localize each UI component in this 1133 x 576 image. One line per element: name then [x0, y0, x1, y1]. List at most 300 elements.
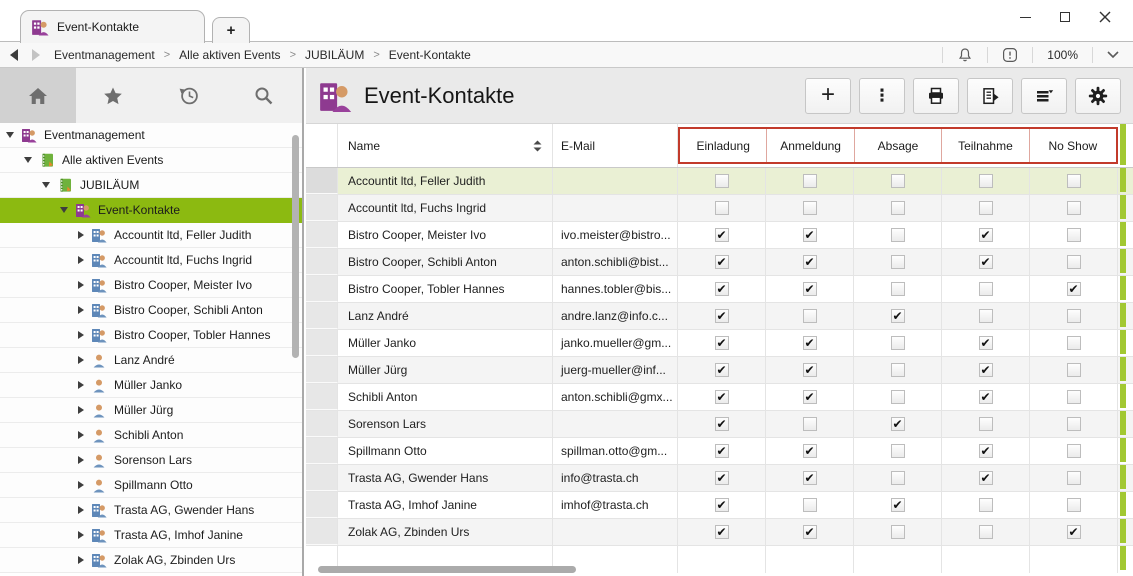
checkbox-einladung[interactable] — [715, 498, 729, 512]
noshow-cell — [1030, 465, 1118, 491]
more-actions-button[interactable] — [859, 78, 905, 114]
sidebar-scrollbar-thumb[interactable] — [292, 135, 299, 358]
checkbox-einladung[interactable] — [715, 309, 729, 323]
checkbox-teilnahme[interactable] — [979, 498, 993, 512]
expand-arrow-icon[interactable] — [78, 556, 84, 564]
tree-item[interactable] — [0, 398, 302, 423]
bell-icon — [957, 47, 973, 63]
checkbox-teilnahme[interactable] — [979, 201, 993, 215]
row-accent-strip — [1120, 519, 1126, 543]
einladung-cell — [678, 249, 766, 275]
tree-item[interactable] — [0, 323, 302, 348]
checkbox-teilnahme[interactable] — [979, 282, 993, 296]
titlebar — [0, 0, 1133, 42]
table-row[interactable] — [306, 276, 1133, 303]
row-selector-cell[interactable] — [306, 303, 338, 329]
row-accent-strip — [1120, 303, 1126, 327]
noshow-cell — [1030, 195, 1118, 221]
checkbox-anmeldung[interactable] — [803, 417, 817, 431]
checkbox-einladung[interactable] — [715, 174, 729, 188]
expand-arrow-icon[interactable] — [78, 406, 84, 414]
export-report-button[interactable] — [967, 78, 1013, 114]
row-selector-cell[interactable] — [306, 465, 338, 491]
checkbox-anmeldung[interactable] — [803, 498, 817, 512]
person-icon — [91, 402, 107, 418]
teilnahme-cell — [942, 249, 1030, 275]
name-cell: Schibli Anton — [338, 384, 553, 410]
close-icon — [1099, 11, 1111, 23]
checkbox-teilnahme[interactable] — [979, 471, 993, 485]
checkbox-absage[interactable] — [891, 336, 905, 350]
person-icon — [91, 427, 107, 443]
checkbox-teilnahme[interactable] — [979, 444, 993, 458]
checkbox-noshow[interactable] — [1067, 444, 1081, 458]
name-cell: Lanz André — [338, 303, 553, 329]
table-row[interactable] — [306, 249, 1133, 276]
checkbox-teilnahme[interactable] — [979, 417, 993, 431]
checkbox-einladung[interactable] — [715, 390, 729, 404]
tree-item-label: Müller Jürg — [114, 403, 174, 417]
tree-item-label: Bistro Cooper, Schibli Anton — [114, 303, 263, 317]
checkbox-noshow[interactable] — [1067, 174, 1081, 188]
expand-arrow-icon[interactable] — [78, 281, 84, 289]
printer-icon — [926, 86, 946, 106]
table-row[interactable] — [306, 384, 1133, 411]
event-contacts-icon — [31, 18, 49, 36]
checkbox-absage[interactable] — [891, 282, 905, 296]
einladung-cell — [678, 168, 766, 194]
row-accent-strip — [1120, 222, 1126, 246]
anmeldung-cell — [766, 438, 854, 464]
empty-cell — [678, 546, 766, 573]
name-cell: Bistro Cooper, Schibli Anton — [338, 249, 553, 275]
tree-item[interactable] — [0, 423, 302, 448]
tree-item[interactable] — [0, 273, 302, 298]
row-accent-strip — [1120, 492, 1126, 516]
breadcrumb-separator: > — [289, 48, 296, 61]
sidebar-tab-history[interactable] — [151, 68, 227, 123]
company-contact-icon — [91, 302, 107, 318]
new-tab-button[interactable] — [212, 17, 250, 43]
maximize-button[interactable] — [1045, 4, 1085, 30]
tree-item[interactable] — [0, 298, 302, 323]
toolbar — [805, 78, 1133, 114]
teilnahme-cell — [942, 384, 1030, 410]
anmeldung-cell — [766, 519, 854, 545]
einladung-cell — [678, 303, 766, 329]
window-controls — [1005, 4, 1125, 30]
add-button[interactable] — [805, 78, 851, 114]
checkbox-noshow[interactable] — [1067, 336, 1081, 350]
tree-item[interactable] — [0, 348, 302, 373]
name-cell: Spillmann Otto — [338, 438, 553, 464]
sidebar-tab-search[interactable] — [227, 68, 303, 123]
event-list-icon — [39, 152, 55, 168]
absage-cell — [854, 276, 942, 302]
row-selector-cell[interactable] — [306, 249, 338, 275]
checkbox-noshow[interactable] — [1067, 525, 1081, 539]
tree-item[interactable] — [0, 448, 302, 473]
expand-arrow-icon[interactable] — [78, 506, 84, 514]
checkbox-anmeldung[interactable] — [803, 282, 817, 296]
row-accent-strip — [1120, 384, 1126, 408]
row-accent-strip — [1120, 249, 1126, 273]
checkbox-teilnahme[interactable] — [979, 309, 993, 323]
company-contact-icon — [91, 277, 107, 293]
column-header-name[interactable] — [338, 124, 553, 167]
checkbox-anmeldung[interactable] — [803, 174, 817, 188]
exclamation-icon — [1002, 47, 1018, 63]
checkbox-absage[interactable] — [891, 390, 905, 404]
empty-cell — [942, 546, 1030, 573]
checkbox-einladung[interactable] — [715, 363, 729, 377]
table-row[interactable] — [306, 303, 1133, 330]
name-cell: Accountit ltd, Feller Judith — [338, 168, 553, 194]
noshow-cell — [1030, 438, 1118, 464]
tab-event-kontakte[interactable] — [20, 10, 205, 43]
noshow-cell — [1030, 276, 1118, 302]
checkbox-anmeldung[interactable] — [803, 471, 817, 485]
checkbox-einladung[interactable] — [715, 444, 729, 458]
teilnahme-cell — [942, 222, 1030, 248]
checkbox-teilnahme[interactable] — [979, 255, 993, 269]
contacts-table — [306, 124, 1133, 576]
tree-item-label: Spillmann Otto — [114, 478, 193, 492]
expand-arrow-icon[interactable] — [78, 331, 84, 339]
person-icon — [91, 352, 107, 368]
teilnahme-cell — [942, 492, 1030, 518]
name-cell: Accountit ltd, Fuchs Ingrid — [338, 195, 553, 221]
collapse-arrow-icon[interactable] — [60, 207, 68, 213]
email-cell — [553, 519, 678, 545]
expand-arrow-icon[interactable] — [78, 356, 84, 364]
name-cell: Bistro Cooper, Tobler Hannes — [338, 276, 553, 302]
breadcrumb-right-tools — [942, 42, 1133, 67]
noshow-cell — [1030, 330, 1118, 356]
anmeldung-cell — [766, 303, 854, 329]
anmeldung-cell — [766, 357, 854, 383]
breadcrumb-separator: > — [163, 48, 171, 61]
absage-cell — [854, 168, 942, 194]
zoom-level-button[interactable] — [1033, 42, 1092, 67]
email-cell: spillman.otto@gm... — [553, 438, 678, 464]
tree-item-label: Eventmanagement — [44, 128, 145, 142]
noshow-cell — [1030, 222, 1118, 248]
checkbox-teilnahme[interactable] — [979, 363, 993, 377]
empty-cell — [854, 546, 942, 573]
row-accent-strip — [1120, 411, 1126, 435]
row-selector-cell[interactable] — [306, 438, 338, 464]
tree-item[interactable] — [0, 223, 302, 248]
column-header-email[interactable] — [553, 124, 678, 167]
table-row[interactable] — [306, 519, 1133, 546]
expand-arrow-icon[interactable] — [78, 231, 84, 239]
checkbox-anmeldung[interactable] — [803, 255, 817, 269]
sidebar-tab-favorites[interactable] — [76, 68, 152, 123]
tree-item[interactable] — [0, 248, 302, 273]
row-selector-cell[interactable] — [306, 195, 338, 221]
breadcrumb-separator: > — [373, 48, 380, 61]
row-selector-cell[interactable] — [306, 411, 338, 437]
sidebar-tab-home[interactable] — [0, 68, 76, 123]
table-row[interactable] — [306, 222, 1133, 249]
anmeldung-cell — [766, 330, 854, 356]
row-selector-cell[interactable] — [306, 492, 338, 518]
minimize-button[interactable] — [1005, 4, 1045, 30]
checkbox-einladung[interactable] — [715, 471, 729, 485]
row-accent-strip — [1120, 276, 1126, 300]
expand-arrow-icon[interactable] — [78, 481, 84, 489]
checkbox-teilnahme[interactable] — [979, 174, 993, 188]
anmeldung-cell — [766, 222, 854, 248]
table-row[interactable] — [306, 330, 1133, 357]
checkbox-teilnahme[interactable] — [979, 228, 993, 242]
column-label: E-Mail — [561, 138, 596, 153]
document-arrow-icon — [980, 86, 1000, 106]
teilnahme-cell — [942, 519, 1030, 545]
company-contact-icon — [91, 502, 107, 518]
event-list-icon — [57, 177, 73, 193]
settings-button[interactable] — [1075, 78, 1121, 114]
sort-indicator-icon — [533, 140, 542, 152]
teilnahme-cell — [942, 276, 1030, 302]
anmeldung-cell — [766, 276, 854, 302]
checkbox-anmeldung[interactable] — [803, 525, 817, 539]
event-contacts-icon — [21, 127, 37, 143]
company-contact-icon — [91, 527, 107, 543]
company-contact-icon — [91, 327, 107, 343]
checkbox-absage[interactable] — [891, 201, 905, 215]
tree-item-label: Zolak AG, Zbinden Urs — [114, 553, 236, 567]
name-cell: Sorenson Lars — [338, 411, 553, 437]
tree-item-label: Accountit ltd, Feller Judith — [114, 228, 252, 242]
einladung-cell — [678, 357, 766, 383]
chevron-down-icon — [1107, 51, 1119, 59]
checkbox-absage[interactable] — [891, 417, 905, 431]
row-accent-strip — [1120, 195, 1126, 219]
checkbox-absage[interactable] — [891, 255, 905, 269]
teilnahme-cell — [942, 195, 1030, 221]
expand-menu-button[interactable] — [1093, 42, 1133, 67]
row-selector-cell[interactable] — [306, 276, 338, 302]
collapse-arrow-icon[interactable] — [24, 157, 32, 163]
einladung-cell — [678, 384, 766, 410]
breadcrumb-item[interactable]: Event-Kontakte — [388, 47, 471, 62]
tree-item-label: Event-Kontakte — [98, 203, 181, 217]
absage-cell — [854, 492, 942, 518]
absage-cell — [854, 249, 942, 275]
expand-arrow-icon[interactable] — [78, 531, 84, 539]
breadcrumb-item[interactable]: Eventmanagement — [54, 47, 155, 62]
main-header — [306, 68, 1133, 124]
checkbox-absage[interactable] — [891, 525, 905, 539]
teilnahme-cell — [942, 168, 1030, 194]
back-icon[interactable] — [10, 49, 18, 61]
checkbox-absage[interactable] — [891, 309, 905, 323]
checkbox-teilnahme[interactable] — [979, 336, 993, 350]
tree-item[interactable] — [0, 373, 302, 398]
checkbox-noshow[interactable] — [1067, 282, 1081, 296]
teilnahme-cell — [942, 411, 1030, 437]
plus-icon: + — [820, 80, 835, 108]
checkbox-anmeldung[interactable] — [803, 390, 817, 404]
table-row[interactable] — [306, 465, 1133, 492]
checkbox-einladung[interactable] — [715, 417, 729, 431]
tree-item[interactable] — [0, 173, 302, 198]
email-cell: juerg-mueller@inf... — [553, 357, 678, 383]
search-icon — [253, 85, 275, 107]
column-header-anmeldung[interactable]: Anmeldung — [766, 129, 853, 162]
breadcrumb-item[interactable]: JUBILÄUM — [305, 47, 365, 62]
row-accent-strip — [1120, 330, 1126, 354]
row-selector-cell[interactable] — [306, 384, 338, 410]
row-selector-cell[interactable] — [306, 357, 338, 383]
email-cell — [553, 168, 678, 194]
teilnahme-cell — [942, 303, 1030, 329]
column-header-teilnahme[interactable]: Teilnahme — [941, 129, 1028, 162]
checkbox-absage[interactable] — [891, 363, 905, 377]
plus-icon: + — [226, 22, 236, 39]
einladung-cell — [678, 330, 766, 356]
checkbox-noshow[interactable] — [1067, 417, 1081, 431]
email-cell: hannes.tobler@bis... — [553, 276, 678, 302]
breadcrumb-item[interactable]: Alle aktiven Events — [179, 47, 281, 62]
absage-cell — [854, 465, 942, 491]
checkbox-absage[interactable] — [891, 228, 905, 242]
noshow-cell — [1030, 411, 1118, 437]
anmeldung-cell — [766, 168, 854, 194]
checkbox-einladung[interactable] — [715, 228, 729, 242]
einladung-cell — [678, 492, 766, 518]
checkbox-noshow[interactable] — [1067, 363, 1081, 377]
checkbox-einladung[interactable] — [715, 201, 729, 215]
checkbox-absage[interactable] — [891, 174, 905, 188]
print-button[interactable] — [913, 78, 959, 114]
checkbox-absage[interactable] — [891, 444, 905, 458]
email-cell — [553, 411, 678, 437]
noshow-cell — [1030, 168, 1118, 194]
tree-item[interactable] — [0, 523, 302, 548]
expand-arrow-icon[interactable] — [78, 256, 84, 264]
close-button[interactable] — [1085, 4, 1125, 30]
expand-arrow-icon[interactable] — [78, 306, 84, 314]
row-selector-cell[interactable] — [306, 330, 338, 356]
row-selector-cell[interactable] — [306, 168, 338, 194]
checkbox-anmeldung[interactable] — [803, 444, 817, 458]
checkbox-einladung[interactable] — [715, 282, 729, 296]
notices-button[interactable] — [988, 42, 1032, 67]
sidebar — [0, 68, 304, 576]
navigation-tree — [0, 123, 302, 576]
checkbox-anmeldung[interactable] — [803, 363, 817, 377]
teilnahme-cell — [942, 438, 1030, 464]
tree-item[interactable] — [0, 548, 302, 573]
checkbox-einladung[interactable] — [715, 255, 729, 269]
row-selector-cell[interactable] — [306, 222, 338, 248]
checkbox-noshow[interactable] — [1067, 390, 1081, 404]
einladung-cell — [678, 519, 766, 545]
checkbox-anmeldung[interactable] — [803, 309, 817, 323]
row-accent-strip — [1120, 357, 1126, 381]
anmeldung-cell — [766, 492, 854, 518]
checkbox-noshow[interactable] — [1067, 471, 1081, 485]
table-row[interactable] — [306, 438, 1133, 465]
tree-item[interactable] — [0, 148, 302, 173]
anmeldung-cell — [766, 384, 854, 410]
noshow-cell — [1030, 384, 1118, 410]
checkbox-noshow[interactable] — [1067, 228, 1081, 242]
noshow-cell — [1030, 249, 1118, 275]
table-row[interactable] — [306, 411, 1133, 438]
email-cell: imhof@trasta.ch — [553, 492, 678, 518]
tree-item[interactable] — [0, 473, 302, 498]
anmeldung-cell — [766, 411, 854, 437]
einladung-cell — [678, 438, 766, 464]
checkbox-anmeldung[interactable] — [803, 336, 817, 350]
sort-filter-button[interactable] — [1021, 78, 1067, 114]
expand-arrow-icon[interactable] — [78, 456, 84, 464]
checkbox-anmeldung[interactable] — [803, 201, 817, 215]
tree-item-label: Sorenson Lars — [114, 453, 193, 467]
checkbox-einladung[interactable] — [715, 525, 729, 539]
checkbox-noshow[interactable] — [1067, 498, 1081, 512]
checkbox-absage[interactable] — [891, 498, 905, 512]
column-header-einladung[interactable]: Einladung — [696, 138, 750, 153]
column-header-absage[interactable]: Absage — [854, 129, 941, 162]
table-row[interactable] — [306, 357, 1133, 384]
checkbox-noshow[interactable] — [1067, 255, 1081, 269]
expand-arrow-icon[interactable] — [78, 381, 84, 389]
page-title: Event-Kontakte — [364, 82, 515, 108]
einladung-cell — [678, 411, 766, 437]
favorites-icon — [102, 85, 124, 107]
table-row[interactable] — [306, 492, 1133, 519]
teilnahme-cell — [942, 465, 1030, 491]
checkbox-anmeldung[interactable] — [803, 228, 817, 242]
tree-item[interactable] — [0, 198, 302, 223]
tree-item[interactable] — [0, 123, 302, 148]
email-cell: janko.mueller@gm... — [553, 330, 678, 356]
tree-item-label: Müller Janko — [114, 378, 183, 392]
tree-item[interactable] — [0, 498, 302, 523]
horizontal-scrollbar-thumb[interactable] — [318, 566, 576, 573]
checkbox-noshow[interactable] — [1067, 309, 1081, 323]
person-icon — [91, 377, 107, 393]
row-selector-cell[interactable] — [306, 519, 338, 545]
email-cell — [553, 195, 678, 221]
name-cell: Bistro Cooper, Meister Ivo — [338, 222, 553, 248]
table-row[interactable] — [306, 195, 1133, 222]
row-accent-strip — [1120, 465, 1126, 489]
column-header-noshow[interactable]: No Show — [1029, 129, 1116, 162]
forward-icon[interactable] — [32, 49, 40, 61]
tree-item-label: Bistro Cooper, Meister Ivo — [114, 278, 253, 292]
expand-arrow-icon[interactable] — [78, 431, 84, 439]
checkbox-teilnahme[interactable] — [979, 525, 993, 539]
absage-cell — [854, 222, 942, 248]
checkbox-teilnahme[interactable] — [979, 390, 993, 404]
checkbox-noshow[interactable] — [1067, 201, 1081, 215]
anmeldung-cell — [766, 195, 854, 221]
table-row[interactable] — [306, 168, 1133, 195]
checkbox-einladung[interactable] — [715, 336, 729, 350]
name-cell: Trasta AG, Gwender Hans — [338, 465, 553, 491]
checkbox-absage[interactable] — [891, 471, 905, 485]
tree-item-label: Bistro Cooper, Tobler Hannes — [114, 328, 271, 342]
collapse-arrow-icon[interactable] — [42, 182, 50, 188]
collapse-arrow-icon[interactable] — [6, 132, 14, 138]
notifications-button[interactable] — [943, 42, 987, 67]
